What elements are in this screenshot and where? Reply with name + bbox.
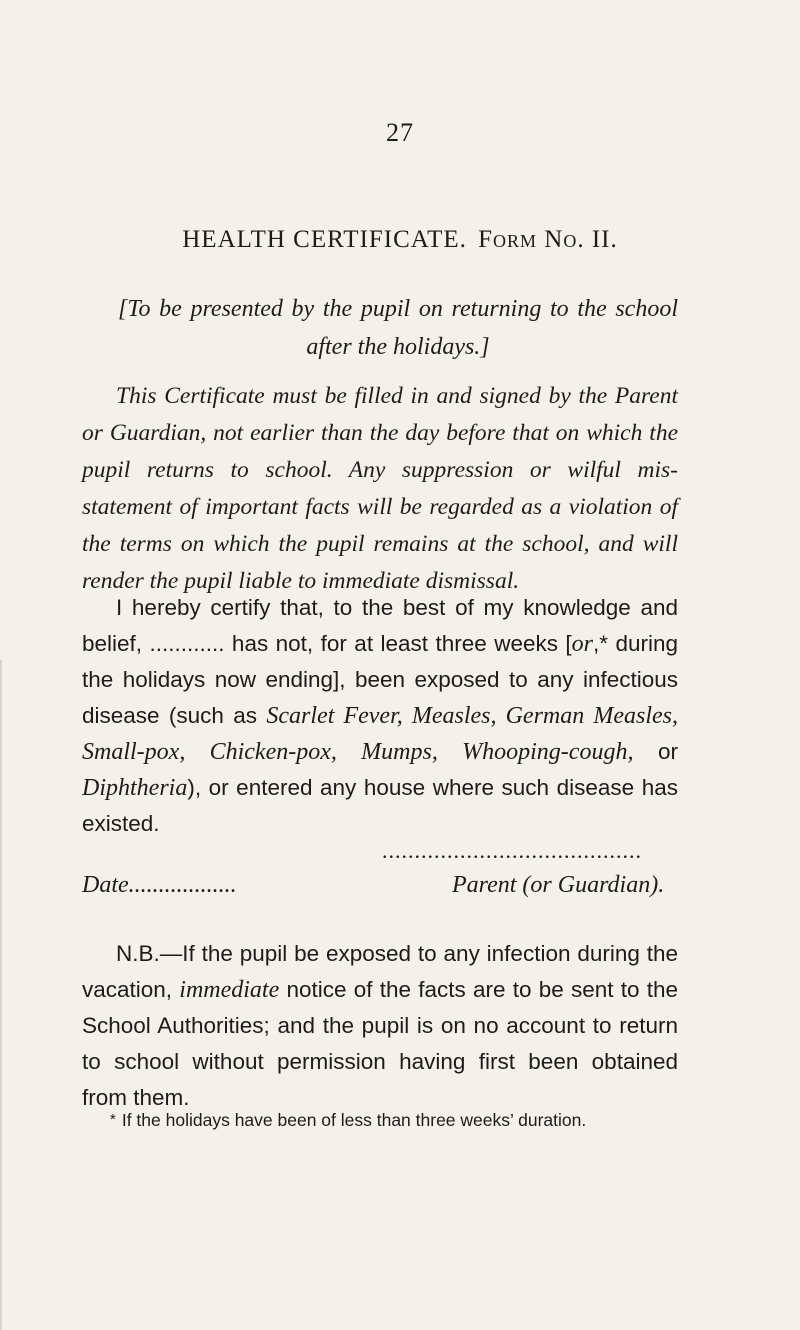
- page-number: 27: [386, 118, 414, 147]
- date-signature-row: [82, 872, 678, 899]
- certify-lead: I hereby certify that, to the best of my knowledge and belief, ............ has not, for at least three weeks [: [82, 595, 678, 656]
- date-field: Date..................: [82, 872, 237, 898]
- certify-or: or: [571, 631, 593, 657]
- page-edge-shadow: [0, 660, 2, 1330]
- page-title: [0, 226, 800, 254]
- certificate-notice: This Certificate must be filled in and signed by the Parent or Guardian, not earlier than the day before that on which the pupil returns to school. Any suppression or wilful mis-statement of important facts will be regarded as a violation of the terms on which the pupil remains at the school, and will render the pupil liable to immediate dismissal.: [82, 383, 678, 594]
- footnote-text: If the holidays have been of less than three weeks’ duration.: [121, 1110, 587, 1130]
- presentation-instruction: [To be presented by the pupil on returning to the school after the holidays.]: [118, 296, 678, 360]
- signature-line: ........................................: [382, 838, 642, 863]
- footnote: [82, 1110, 678, 1131]
- nb-emphasis: immediate: [179, 977, 280, 1003]
- nb-tail: notice of the facts are to be sent to the School Authorities; and the pupil is on no account to return to school without permission having first been obtained from them.: [82, 977, 678, 1110]
- parent-signature-label: Parent (or Guardian).: [452, 872, 665, 898]
- disease-list: Scarlet Fever, Measles, German Measles, Small-pox, Chicken-pox, Mumps, Whooping-cough,: [82, 703, 678, 765]
- footnote-marker: *: [110, 1111, 116, 1128]
- certify-after-or: ,* during the holidays now ending], been exposed to any infectious disease (such as: [82, 631, 678, 728]
- title-form-number: Form No. II.: [478, 226, 618, 253]
- certify-or-word: or: [633, 739, 678, 764]
- certify-tail: ), or entered any house where such disease has existed.: [82, 775, 678, 836]
- nb-lead: N.B.—If the pupil be exposed to any infection during the vacation,: [82, 941, 678, 1002]
- disease-last: Diphtheria: [82, 775, 188, 801]
- nota-bene: [82, 936, 678, 1116]
- title-main: HEALTH CERTIFICATE.: [182, 226, 467, 253]
- certification-statement: [82, 590, 678, 842]
